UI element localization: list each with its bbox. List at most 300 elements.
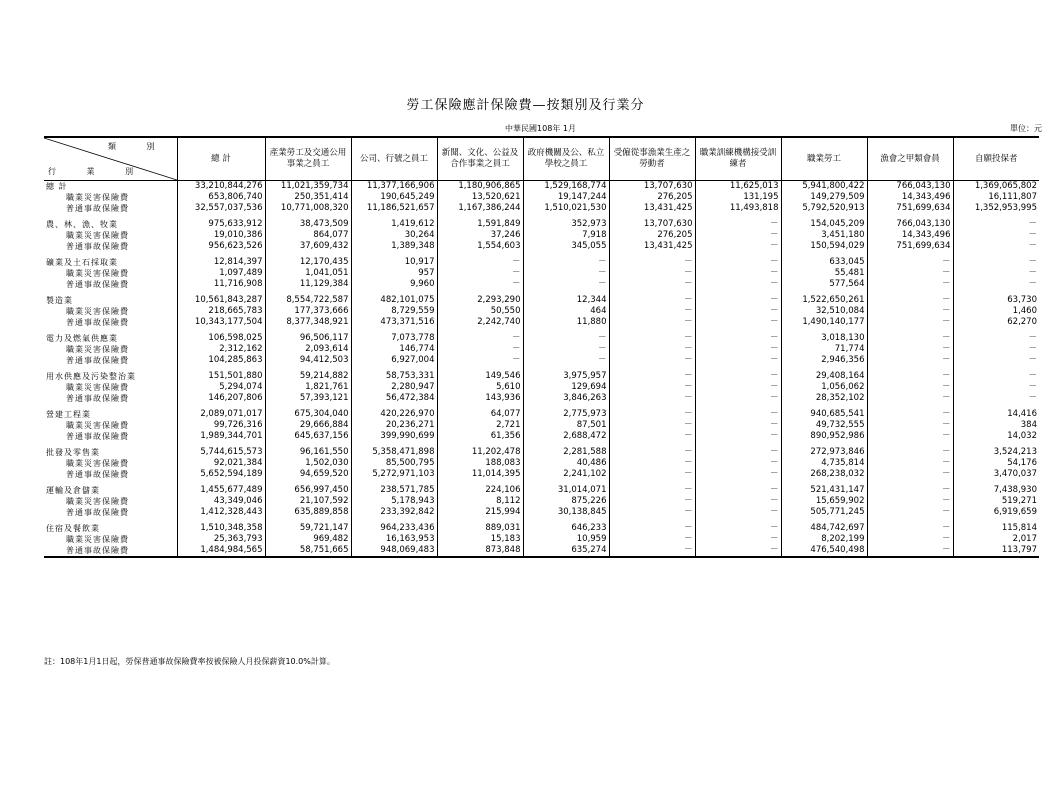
value-cell: 13,520,621 <box>437 192 523 203</box>
value-cell: － <box>609 306 695 317</box>
value-cell: － <box>437 268 523 279</box>
value-cell: 5,792,520,913 <box>781 203 867 214</box>
value-cell: － <box>867 458 953 469</box>
value-cell: － <box>867 523 953 534</box>
value-cell: － <box>867 257 953 268</box>
value-cell: － <box>867 268 953 279</box>
value-cell: － <box>867 507 953 518</box>
value-cell: 635,274 <box>523 545 609 557</box>
value-cell: － <box>695 409 781 420</box>
value-cell: － <box>695 507 781 518</box>
value-cell: 61,356 <box>437 431 523 442</box>
value-cell: 13,707,630 <box>609 219 695 230</box>
value-cell: 96,161,550 <box>265 447 351 458</box>
value-cell: － <box>695 219 781 230</box>
value-cell: － <box>609 534 695 545</box>
value-cell: － <box>953 268 1039 279</box>
value-cell: 15,183 <box>437 534 523 545</box>
value-cell: 1,412,328,443 <box>177 507 265 518</box>
table-subrow <box>44 203 1039 214</box>
value-cell: 656,997,450 <box>265 485 351 496</box>
value-cell: 2,242,740 <box>437 317 523 328</box>
value-cell: 215,994 <box>437 507 523 518</box>
value-cell: － <box>609 355 695 366</box>
value-cell: 633,045 <box>781 257 867 268</box>
row-label: 製造業 <box>46 296 73 305</box>
value-cell: 1,510,348,358 <box>177 523 265 534</box>
value-cell: 957 <box>351 268 437 279</box>
value-cell: 54,176 <box>953 458 1039 469</box>
value-cell: 1,529,168,774 <box>523 181 609 193</box>
table-subrow <box>44 382 1039 393</box>
value-cell: － <box>867 393 953 404</box>
value-cell: － <box>609 279 695 290</box>
row-label: 普通事故保險費 <box>66 432 129 441</box>
table-subrow <box>44 268 1039 279</box>
value-cell: 56,472,384 <box>351 393 437 404</box>
value-cell: 7,918 <box>523 230 609 241</box>
value-cell: 2,312,162 <box>177 344 265 355</box>
value-cell: 10,917 <box>351 257 437 268</box>
value-cell: 14,343,496 <box>867 192 953 203</box>
table-row <box>44 219 1039 230</box>
value-cell: 948,069,483 <box>351 545 437 557</box>
value-cell: 11,014,395 <box>437 469 523 480</box>
value-cell: 11,625,013 <box>695 181 781 193</box>
value-cell: － <box>867 431 953 442</box>
table-subrow <box>44 279 1039 290</box>
value-cell: － <box>609 496 695 507</box>
table-subrow <box>44 469 1039 480</box>
value-cell: 50,550 <box>437 306 523 317</box>
value-cell: 1,989,344,701 <box>177 431 265 442</box>
row-label: 普通事故保險費 <box>66 318 129 327</box>
value-cell: 4,735,814 <box>781 458 867 469</box>
value-cell: 12,170,435 <box>265 257 351 268</box>
value-cell: － <box>609 447 695 458</box>
row-label: 職業災害保險費 <box>66 535 129 544</box>
value-cell: 190,645,249 <box>351 192 437 203</box>
table-subrow <box>44 230 1039 241</box>
value-cell: － <box>867 295 953 306</box>
report-period: 中華民國108年 1月 <box>505 124 576 133</box>
value-cell: 177,373,666 <box>265 306 351 317</box>
value-cell: 484,742,697 <box>781 523 867 534</box>
row-label: 普通事故保險費 <box>66 242 129 251</box>
value-cell: － <box>695 295 781 306</box>
value-cell: 154,045,209 <box>781 219 867 230</box>
value-cell: － <box>695 496 781 507</box>
value-cell: 63,730 <box>953 295 1039 306</box>
table-row <box>44 409 1039 420</box>
value-cell: 13,431,425 <box>609 241 695 252</box>
value-cell: 12,344 <box>523 295 609 306</box>
value-cell: － <box>867 447 953 458</box>
value-cell: 10,343,177,504 <box>177 317 265 328</box>
value-cell: 31,014,071 <box>523 485 609 496</box>
table-row <box>44 447 1039 458</box>
value-cell: 218,665,783 <box>177 306 265 317</box>
value-cell: 3,451,180 <box>781 230 867 241</box>
value-cell: 32,557,037,536 <box>177 203 265 214</box>
value-cell: 30,138,845 <box>523 507 609 518</box>
table-subrow <box>44 507 1039 518</box>
value-cell: － <box>523 355 609 366</box>
value-cell: 2,946,356 <box>781 355 867 366</box>
value-cell: － <box>953 230 1039 241</box>
value-cell: 964,233,436 <box>351 523 437 534</box>
value-cell: － <box>867 317 953 328</box>
value-cell: 751,699,634 <box>867 203 953 214</box>
value-cell: 149,546 <box>437 371 523 382</box>
column-header: 產業勞工及交通公用事業之員工 <box>265 137 351 181</box>
value-cell: － <box>523 344 609 355</box>
value-cell: 5,358,471,898 <box>351 447 437 458</box>
column-header: 漁會之甲類會員 <box>867 137 953 181</box>
value-cell: 94,412,503 <box>265 355 351 366</box>
value-cell: － <box>609 268 695 279</box>
value-cell: － <box>867 306 953 317</box>
value-cell: － <box>695 306 781 317</box>
row-label: 總 計 <box>46 182 68 191</box>
value-cell: 16,111,807 <box>953 192 1039 203</box>
value-cell: 956,623,526 <box>177 241 265 252</box>
table-subrow <box>44 192 1039 203</box>
table-body <box>44 181 1039 558</box>
value-cell: 2,089,071,017 <box>177 409 265 420</box>
value-cell: 1,821,761 <box>265 382 351 393</box>
table-row <box>44 295 1039 306</box>
value-cell: 2,017 <box>953 534 1039 545</box>
table-row <box>44 523 1039 534</box>
value-cell: － <box>523 268 609 279</box>
value-cell: 864,077 <box>265 230 351 241</box>
table-subrow <box>44 355 1039 366</box>
value-cell: 766,043,130 <box>867 219 953 230</box>
value-cell: 3,470,037 <box>953 469 1039 480</box>
value-cell: 11,186,521,657 <box>351 203 437 214</box>
table-row <box>44 485 1039 496</box>
value-cell: 751,699,634 <box>867 241 953 252</box>
value-cell: － <box>523 279 609 290</box>
value-cell: 30,264 <box>351 230 437 241</box>
value-cell: 10,959 <box>523 534 609 545</box>
value-cell: － <box>867 409 953 420</box>
value-cell: 1,460 <box>953 306 1039 317</box>
value-cell: 1,167,386,244 <box>437 203 523 214</box>
value-cell: 505,771,245 <box>781 507 867 518</box>
table-subrow <box>44 534 1039 545</box>
value-cell: 268,238,032 <box>781 469 867 480</box>
value-cell: 7,438,930 <box>953 485 1039 496</box>
value-cell: 645,637,156 <box>265 431 351 442</box>
value-cell: 250,351,414 <box>265 192 351 203</box>
value-cell: 29,666,884 <box>265 420 351 431</box>
value-cell: － <box>695 420 781 431</box>
column-header: 自願投保者 <box>953 137 1039 181</box>
value-cell: － <box>867 534 953 545</box>
value-cell: 1,419,612 <box>351 219 437 230</box>
value-cell: 146,774 <box>351 344 437 355</box>
value-cell: － <box>609 485 695 496</box>
value-cell: 3,846,263 <box>523 393 609 404</box>
value-cell: － <box>953 333 1039 344</box>
column-header: 總 計 <box>177 137 265 181</box>
value-cell: 129,694 <box>523 382 609 393</box>
table-subrow <box>44 241 1039 252</box>
value-cell: 5,652,594,189 <box>177 469 265 480</box>
value-cell: 675,304,040 <box>265 409 351 420</box>
value-cell: 233,392,842 <box>351 507 437 518</box>
value-cell: － <box>695 523 781 534</box>
value-cell: 11,880 <box>523 317 609 328</box>
value-cell: 1,097,489 <box>177 268 265 279</box>
value-cell: 21,107,592 <box>265 496 351 507</box>
value-cell: － <box>609 295 695 306</box>
value-cell: 6,927,004 <box>351 355 437 366</box>
value-cell: － <box>867 469 953 480</box>
value-cell: － <box>609 420 695 431</box>
row-label: 礦業及土石採取業 <box>46 258 118 267</box>
value-cell: － <box>867 371 953 382</box>
value-cell: 11,129,384 <box>265 279 351 290</box>
table-subrow <box>44 317 1039 328</box>
value-cell: 8,202,199 <box>781 534 867 545</box>
value-cell: 1,455,677,489 <box>177 485 265 496</box>
value-cell: 104,285,863 <box>177 355 265 366</box>
value-cell: 85,500,795 <box>351 458 437 469</box>
table-row <box>44 333 1039 344</box>
value-cell: 766,043,130 <box>867 181 953 193</box>
header-row <box>44 137 1039 181</box>
value-cell: － <box>695 458 781 469</box>
row-label: 普通事故保險費 <box>66 356 129 365</box>
row-label: 職業災害保險費 <box>66 345 129 354</box>
value-cell: － <box>867 355 953 366</box>
value-cell: － <box>437 257 523 268</box>
value-cell: 15,659,902 <box>781 496 867 507</box>
column-header: 公司、行號之員工 <box>351 137 437 181</box>
value-cell: 149,279,509 <box>781 192 867 203</box>
value-cell: 889,031 <box>437 523 523 534</box>
value-cell: － <box>695 279 781 290</box>
value-cell: 5,941,800,422 <box>781 181 867 193</box>
value-cell: 399,990,699 <box>351 431 437 442</box>
value-cell: － <box>695 431 781 442</box>
row-label: 普通事故保險費 <box>66 394 129 403</box>
value-cell: － <box>867 485 953 496</box>
value-cell: － <box>695 268 781 279</box>
column-header: 政府機關及公、私立學校之員工 <box>523 137 609 181</box>
value-cell: 13,707,630 <box>609 181 695 193</box>
column-header: 受僱從事漁業生產之勞動者 <box>609 137 695 181</box>
value-cell: 1,522,650,261 <box>781 295 867 306</box>
value-cell: 8,112 <box>437 496 523 507</box>
value-cell: 890,952,986 <box>781 431 867 442</box>
stub-row-label: 行 業 別 <box>48 167 148 176</box>
value-cell: 464 <box>523 306 609 317</box>
value-cell: 32,510,084 <box>781 306 867 317</box>
value-cell: 8,554,722,587 <box>265 295 351 306</box>
value-cell: 7,073,778 <box>351 333 437 344</box>
row-label: 職業災害保險費 <box>66 231 129 240</box>
value-cell: 10,561,843,287 <box>177 295 265 306</box>
value-cell: 1,041,051 <box>265 268 351 279</box>
table-row <box>44 181 1039 193</box>
value-cell: － <box>867 333 953 344</box>
value-cell: 1,180,906,865 <box>437 181 523 193</box>
value-cell: 9,960 <box>351 279 437 290</box>
value-cell: － <box>609 545 695 557</box>
value-cell: 11,493,818 <box>695 203 781 214</box>
table-subrow <box>44 431 1039 442</box>
row-label: 職業災害保險費 <box>66 193 129 202</box>
value-cell: 20,236,271 <box>351 420 437 431</box>
stub-column-label: 類 別 <box>107 142 169 151</box>
value-cell: － <box>867 279 953 290</box>
value-cell: － <box>953 371 1039 382</box>
value-cell: 646,233 <box>523 523 609 534</box>
value-cell: 11,377,166,906 <box>351 181 437 193</box>
value-cell: － <box>695 344 781 355</box>
value-cell: 635,889,858 <box>265 507 351 518</box>
value-cell: 94,659,520 <box>265 469 351 480</box>
value-cell: － <box>695 447 781 458</box>
value-cell: 276,205 <box>609 230 695 241</box>
value-cell: － <box>609 409 695 420</box>
row-label: 農、林、漁、牧業 <box>46 220 118 229</box>
value-cell: 1,554,603 <box>437 241 523 252</box>
value-cell: 969,482 <box>265 534 351 545</box>
value-cell: － <box>609 371 695 382</box>
value-cell: － <box>609 333 695 344</box>
value-cell: － <box>609 344 695 355</box>
value-cell: － <box>523 333 609 344</box>
value-cell: 150,594,029 <box>781 241 867 252</box>
value-cell: － <box>953 355 1039 366</box>
value-cell: 55,481 <box>781 268 867 279</box>
row-label: 用水供應及污染整治業 <box>46 372 136 381</box>
value-cell: 5,178,943 <box>351 496 437 507</box>
value-cell: － <box>867 420 953 431</box>
value-cell: － <box>695 257 781 268</box>
value-cell: 3,975,957 <box>523 371 609 382</box>
value-cell: 8,729,559 <box>351 306 437 317</box>
value-cell: 238,571,785 <box>351 485 437 496</box>
value-cell: 272,973,846 <box>781 447 867 458</box>
row-label: 運輸及倉儲業 <box>46 486 100 495</box>
value-cell: 2,721 <box>437 420 523 431</box>
value-cell: 11,021,359,734 <box>265 181 351 193</box>
value-cell: 1,369,065,802 <box>953 181 1039 193</box>
value-cell: 11,202,478 <box>437 447 523 458</box>
value-cell: － <box>695 333 781 344</box>
value-cell: 28,352,102 <box>781 393 867 404</box>
value-cell: 5,610 <box>437 382 523 393</box>
value-cell: － <box>953 279 1039 290</box>
value-cell: － <box>609 523 695 534</box>
value-cell: 37,246 <box>437 230 523 241</box>
value-cell: 2,688,472 <box>523 431 609 442</box>
table-row <box>44 371 1039 382</box>
row-label: 電力及燃氣供應業 <box>46 334 118 343</box>
value-cell: 49,732,555 <box>781 420 867 431</box>
value-cell: 975,633,912 <box>177 219 265 230</box>
value-cell: 115,814 <box>953 523 1039 534</box>
value-cell: 87,501 <box>523 420 609 431</box>
value-cell: － <box>523 257 609 268</box>
value-cell: 58,751,665 <box>265 545 351 557</box>
value-cell: 92,021,384 <box>177 458 265 469</box>
value-cell: 33,210,844,276 <box>177 181 265 193</box>
value-cell: 1,389,348 <box>351 241 437 252</box>
value-cell: － <box>867 344 953 355</box>
column-header: 新聞、文化、公益及合作事業之員工 <box>437 137 523 181</box>
value-cell: 13,431,425 <box>609 203 695 214</box>
value-cell: 188,083 <box>437 458 523 469</box>
value-cell: 653,806,740 <box>177 192 265 203</box>
value-cell: 482,101,075 <box>351 295 437 306</box>
value-cell: 14,343,496 <box>867 230 953 241</box>
value-cell: 59,214,882 <box>265 371 351 382</box>
value-cell: 14,032 <box>953 431 1039 442</box>
value-cell: 2,241,102 <box>523 469 609 480</box>
table-row <box>44 257 1039 268</box>
value-cell: 384 <box>953 420 1039 431</box>
value-cell: 2,775,973 <box>523 409 609 420</box>
value-cell: 59,721,147 <box>265 523 351 534</box>
value-cell: － <box>695 469 781 480</box>
unit-label: 單位：元 <box>1010 124 1042 133</box>
value-cell: 99,726,316 <box>177 420 265 431</box>
value-cell: 151,501,880 <box>177 371 265 382</box>
value-cell: 143,936 <box>437 393 523 404</box>
value-cell: 873,848 <box>437 545 523 557</box>
value-cell: 1,502,030 <box>265 458 351 469</box>
value-cell: 25,363,793 <box>177 534 265 545</box>
value-cell: 1,591,849 <box>437 219 523 230</box>
value-cell: － <box>437 344 523 355</box>
page-title: 勞工保險應計保險費—按類別及行業分 <box>406 98 645 113</box>
value-cell: 2,281,588 <box>523 447 609 458</box>
value-cell: 146,207,806 <box>177 393 265 404</box>
value-cell: 577,564 <box>781 279 867 290</box>
value-cell: 345,055 <box>523 241 609 252</box>
value-cell: － <box>437 355 523 366</box>
value-cell: － <box>695 317 781 328</box>
column-header: 職業勞工 <box>781 137 867 181</box>
value-cell: － <box>695 534 781 545</box>
value-cell: － <box>953 257 1039 268</box>
value-cell: － <box>953 382 1039 393</box>
value-cell: 64,077 <box>437 409 523 420</box>
value-cell: 19,010,386 <box>177 230 265 241</box>
table-subrow <box>44 393 1039 404</box>
row-label: 職業災害保險費 <box>66 421 129 430</box>
value-cell: － <box>609 431 695 442</box>
value-cell: 1,510,021,530 <box>523 203 609 214</box>
row-label: 普通事故保險費 <box>66 204 129 213</box>
row-label: 職業災害保險費 <box>66 459 129 468</box>
value-cell: － <box>437 279 523 290</box>
value-cell: 57,393,121 <box>265 393 351 404</box>
value-cell: － <box>867 545 953 557</box>
value-cell: － <box>695 355 781 366</box>
value-cell: 43,349,046 <box>177 496 265 507</box>
value-cell: 5,744,615,573 <box>177 447 265 458</box>
row-label: 職業災害保險費 <box>66 307 129 316</box>
value-cell: － <box>609 393 695 404</box>
